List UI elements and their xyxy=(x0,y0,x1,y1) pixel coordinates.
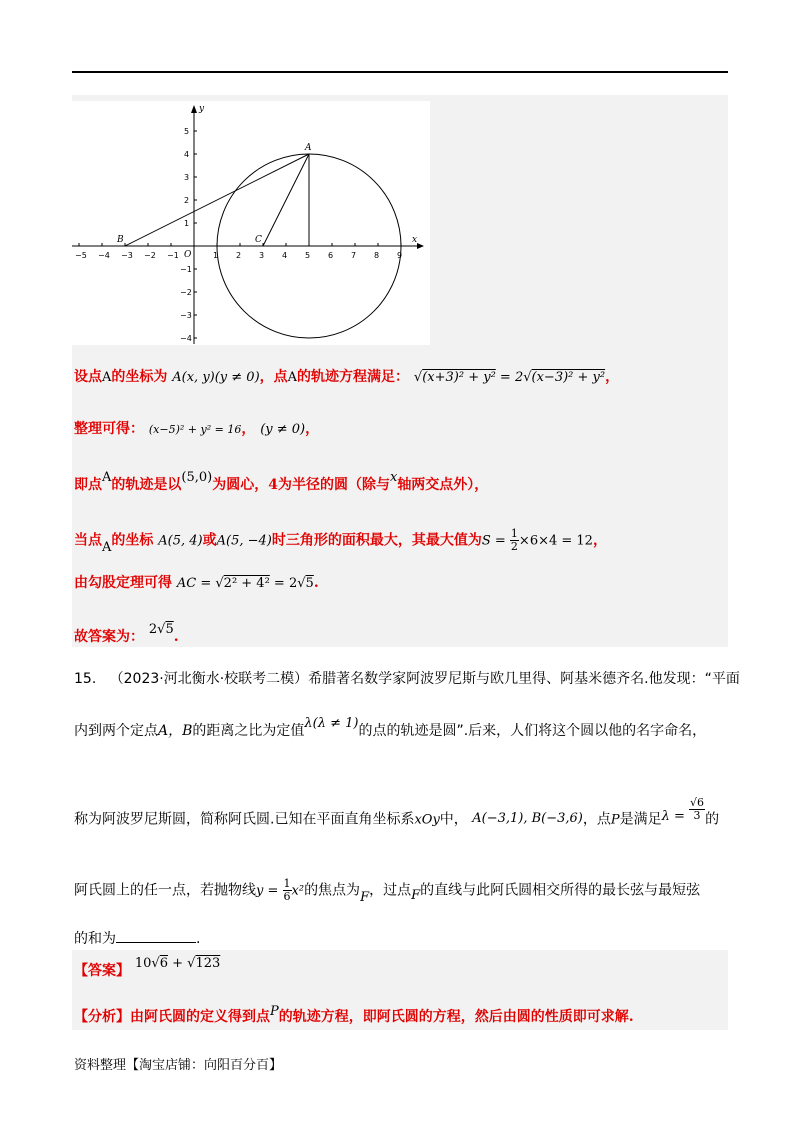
y-tick-label: 2 xyxy=(184,196,190,205)
question-line-5 xyxy=(74,928,200,948)
math: F xyxy=(360,889,370,905)
math: (x+3)² + y² xyxy=(422,370,496,385)
fraction-denominator: 3 xyxy=(693,809,701,822)
text: 整理可得： xyxy=(74,421,144,437)
math: x² xyxy=(291,883,305,899)
x-tick-label: 5 xyxy=(305,251,311,260)
math: A(−3,1), B(−3,6) xyxy=(472,810,583,826)
math: (5,0) xyxy=(181,470,213,485)
y-tick-label: −4 xyxy=(180,334,192,343)
answer-label: 【答案】 xyxy=(74,963,130,979)
math: + xyxy=(168,956,188,971)
text: ，点 xyxy=(582,811,611,828)
question-line-1 xyxy=(74,668,740,688)
text: 的直线与此阿氏圆相交所得的最长弦与最短弦 xyxy=(420,882,701,899)
solution-line-6: 故答案为： 2√5. xyxy=(74,622,179,645)
math: A xyxy=(102,370,112,385)
text: 的焦点为 xyxy=(304,882,361,899)
y-tick-label: 4 xyxy=(184,150,190,159)
y-tick-label: 5 xyxy=(184,127,190,136)
solution-line-5: 由勾股定理可得 AC = √2² + 4² = 2√5. xyxy=(74,575,319,591)
math: P xyxy=(610,812,620,828)
header-rule xyxy=(72,71,728,73)
text: 轴两交点外）， xyxy=(397,477,489,493)
question-line-3 xyxy=(74,796,720,832)
text: 时三角形的面积最大，其最大值为 xyxy=(271,532,482,549)
x-tick-label: −5 xyxy=(75,251,87,260)
math: A xyxy=(287,370,298,385)
x-tick-label: 3 xyxy=(259,251,265,260)
math: xOy xyxy=(414,812,440,828)
math: A(x, y)(y ≠ 0) xyxy=(172,370,260,385)
math: A，B xyxy=(158,723,193,739)
text: 由阿氏圆的定义得到点 xyxy=(130,1009,270,1025)
text: ， xyxy=(241,421,256,437)
math: = 2 xyxy=(495,370,524,385)
math: S = xyxy=(481,533,510,549)
analysis-label: 【分析】 xyxy=(74,1009,130,1025)
text: 的坐标 xyxy=(111,532,154,549)
geometry-figure xyxy=(72,101,430,345)
point-a-label: A xyxy=(305,143,312,153)
text: 当点 xyxy=(74,532,102,549)
text: （2023·河北衡水·校联考二模）希腊著名数学家阿波罗尼斯与欧几里得、阿基米德齐名.他发现：“平面 xyxy=(109,671,740,687)
text: 的轨迹方程满足： xyxy=(297,369,410,385)
math: (x−5)² + y² = 16 xyxy=(148,423,242,436)
x-tick-label: 8 xyxy=(374,251,380,260)
text: ，点 xyxy=(259,369,288,385)
text: 的距离之比为定值 xyxy=(192,723,305,739)
math: 123 xyxy=(195,956,221,971)
math: 2² + 4² xyxy=(223,576,270,591)
fraction-denominator: 6 xyxy=(283,890,291,903)
fraction-denominator: 2 xyxy=(510,540,518,553)
y-tick-label: 3 xyxy=(184,173,190,182)
math: (x−3)² + y² xyxy=(531,370,606,385)
text: ，过点 xyxy=(369,882,412,899)
math: 6 xyxy=(159,956,168,971)
math: λ(λ ≠ 1) xyxy=(304,716,359,731)
math: ×6×4 = 12 xyxy=(518,533,593,549)
text: ， xyxy=(305,421,320,437)
text: 故答案为： xyxy=(74,629,144,645)
text: 为圆心，4为半径的圆（除与 xyxy=(212,477,390,493)
text: 的 xyxy=(705,811,720,828)
solution-line-3 xyxy=(74,470,489,494)
x-tick-label: 7 xyxy=(351,251,357,260)
x-tick-label: −1 xyxy=(167,251,179,260)
x-tick-label: −3 xyxy=(121,251,133,260)
text: 的坐标为 xyxy=(111,369,168,385)
solution-line-4 xyxy=(74,528,607,553)
text: 阿氏圆上的任一点，若抛物线 xyxy=(74,882,256,899)
math: P xyxy=(270,1004,279,1019)
math: = 2 xyxy=(269,576,298,591)
text: . xyxy=(173,629,179,645)
math: A(5, −4) xyxy=(216,533,272,549)
math: λ = xyxy=(661,808,690,824)
text: 的点的轨迹是圆”.后来，人们将这个圆以他的名字命名， xyxy=(358,723,707,739)
question-number: 15. xyxy=(74,671,97,687)
text: 的轨迹方程，即阿氏圆的方程，然后由圆的性质即可求解. xyxy=(278,1009,634,1025)
text: ， xyxy=(605,369,620,385)
x-tick-label: 6 xyxy=(328,251,334,260)
fraction-numerator: 1 xyxy=(283,877,291,890)
text: 是满足 xyxy=(619,811,662,828)
footer-text: 资料整理【淘宝店铺：向阳百分百】 xyxy=(74,1058,283,1073)
y-tick-label: −3 xyxy=(180,311,192,320)
text: 的和为 xyxy=(74,931,116,947)
math: A xyxy=(102,539,112,555)
text: 的轨迹是以 xyxy=(111,477,182,493)
x-tick-label: 2 xyxy=(236,251,242,260)
text: 中， xyxy=(439,811,468,828)
point-c-label: C xyxy=(255,235,262,245)
text: 内到两个定点 xyxy=(74,723,158,739)
x-tick-label: −2 xyxy=(144,251,156,260)
point-b-label: B xyxy=(117,235,124,245)
analysis-line xyxy=(74,1006,634,1026)
math: x xyxy=(389,470,398,485)
question-line-2 xyxy=(74,716,707,740)
fraction-numerator: 1 xyxy=(510,527,518,540)
math: 5 xyxy=(165,622,174,637)
x-tick-label: 9 xyxy=(397,251,403,260)
y-tick-label: −2 xyxy=(180,288,192,297)
solution-line-1: 设点A的坐标为 A(x, y)(y ≠ 0)，点A的轨迹方程满足： √(x+3)² + y² = 2√(x−3)² + y²， xyxy=(74,369,620,385)
math: A xyxy=(102,470,112,485)
text: 由勾股定理可得 xyxy=(74,575,172,591)
text: 称为阿波罗尼斯圆，简称阿氏圆.已知在平面直角坐标系 xyxy=(74,811,415,828)
x-axis-label: x xyxy=(412,235,418,245)
math: 5 xyxy=(305,576,314,591)
x-tick-label: −4 xyxy=(98,251,110,260)
text: 即点 xyxy=(74,477,102,493)
x-tick-label: 1 xyxy=(213,251,219,260)
y-tick-label: 1 xyxy=(184,219,190,228)
text: . xyxy=(313,575,319,591)
solution-line-2 xyxy=(74,418,319,438)
math: (y ≠ 0) xyxy=(260,422,306,437)
y-tick-label: −1 xyxy=(180,265,192,274)
question-line-4 xyxy=(74,878,700,903)
math: 10 xyxy=(134,956,152,971)
text: 设点 xyxy=(74,369,102,385)
coordinate-plot xyxy=(72,101,430,345)
math: A(5, 4) xyxy=(158,533,203,549)
answer-line: 【答案】 10√6 + √123 xyxy=(74,956,221,979)
math: 2 xyxy=(148,622,158,637)
fraction-numerator: √6 xyxy=(690,796,705,809)
math: y = xyxy=(256,883,283,899)
text: ， xyxy=(592,532,607,549)
text: . xyxy=(196,931,201,947)
math: F xyxy=(411,887,421,903)
text: 或 xyxy=(202,532,217,549)
y-axis-label: y xyxy=(199,104,205,114)
x-tick-label: 4 xyxy=(282,251,288,260)
math: AC = xyxy=(176,576,216,591)
origin-label: O xyxy=(184,250,192,260)
answer-blank[interactable] xyxy=(116,930,196,943)
